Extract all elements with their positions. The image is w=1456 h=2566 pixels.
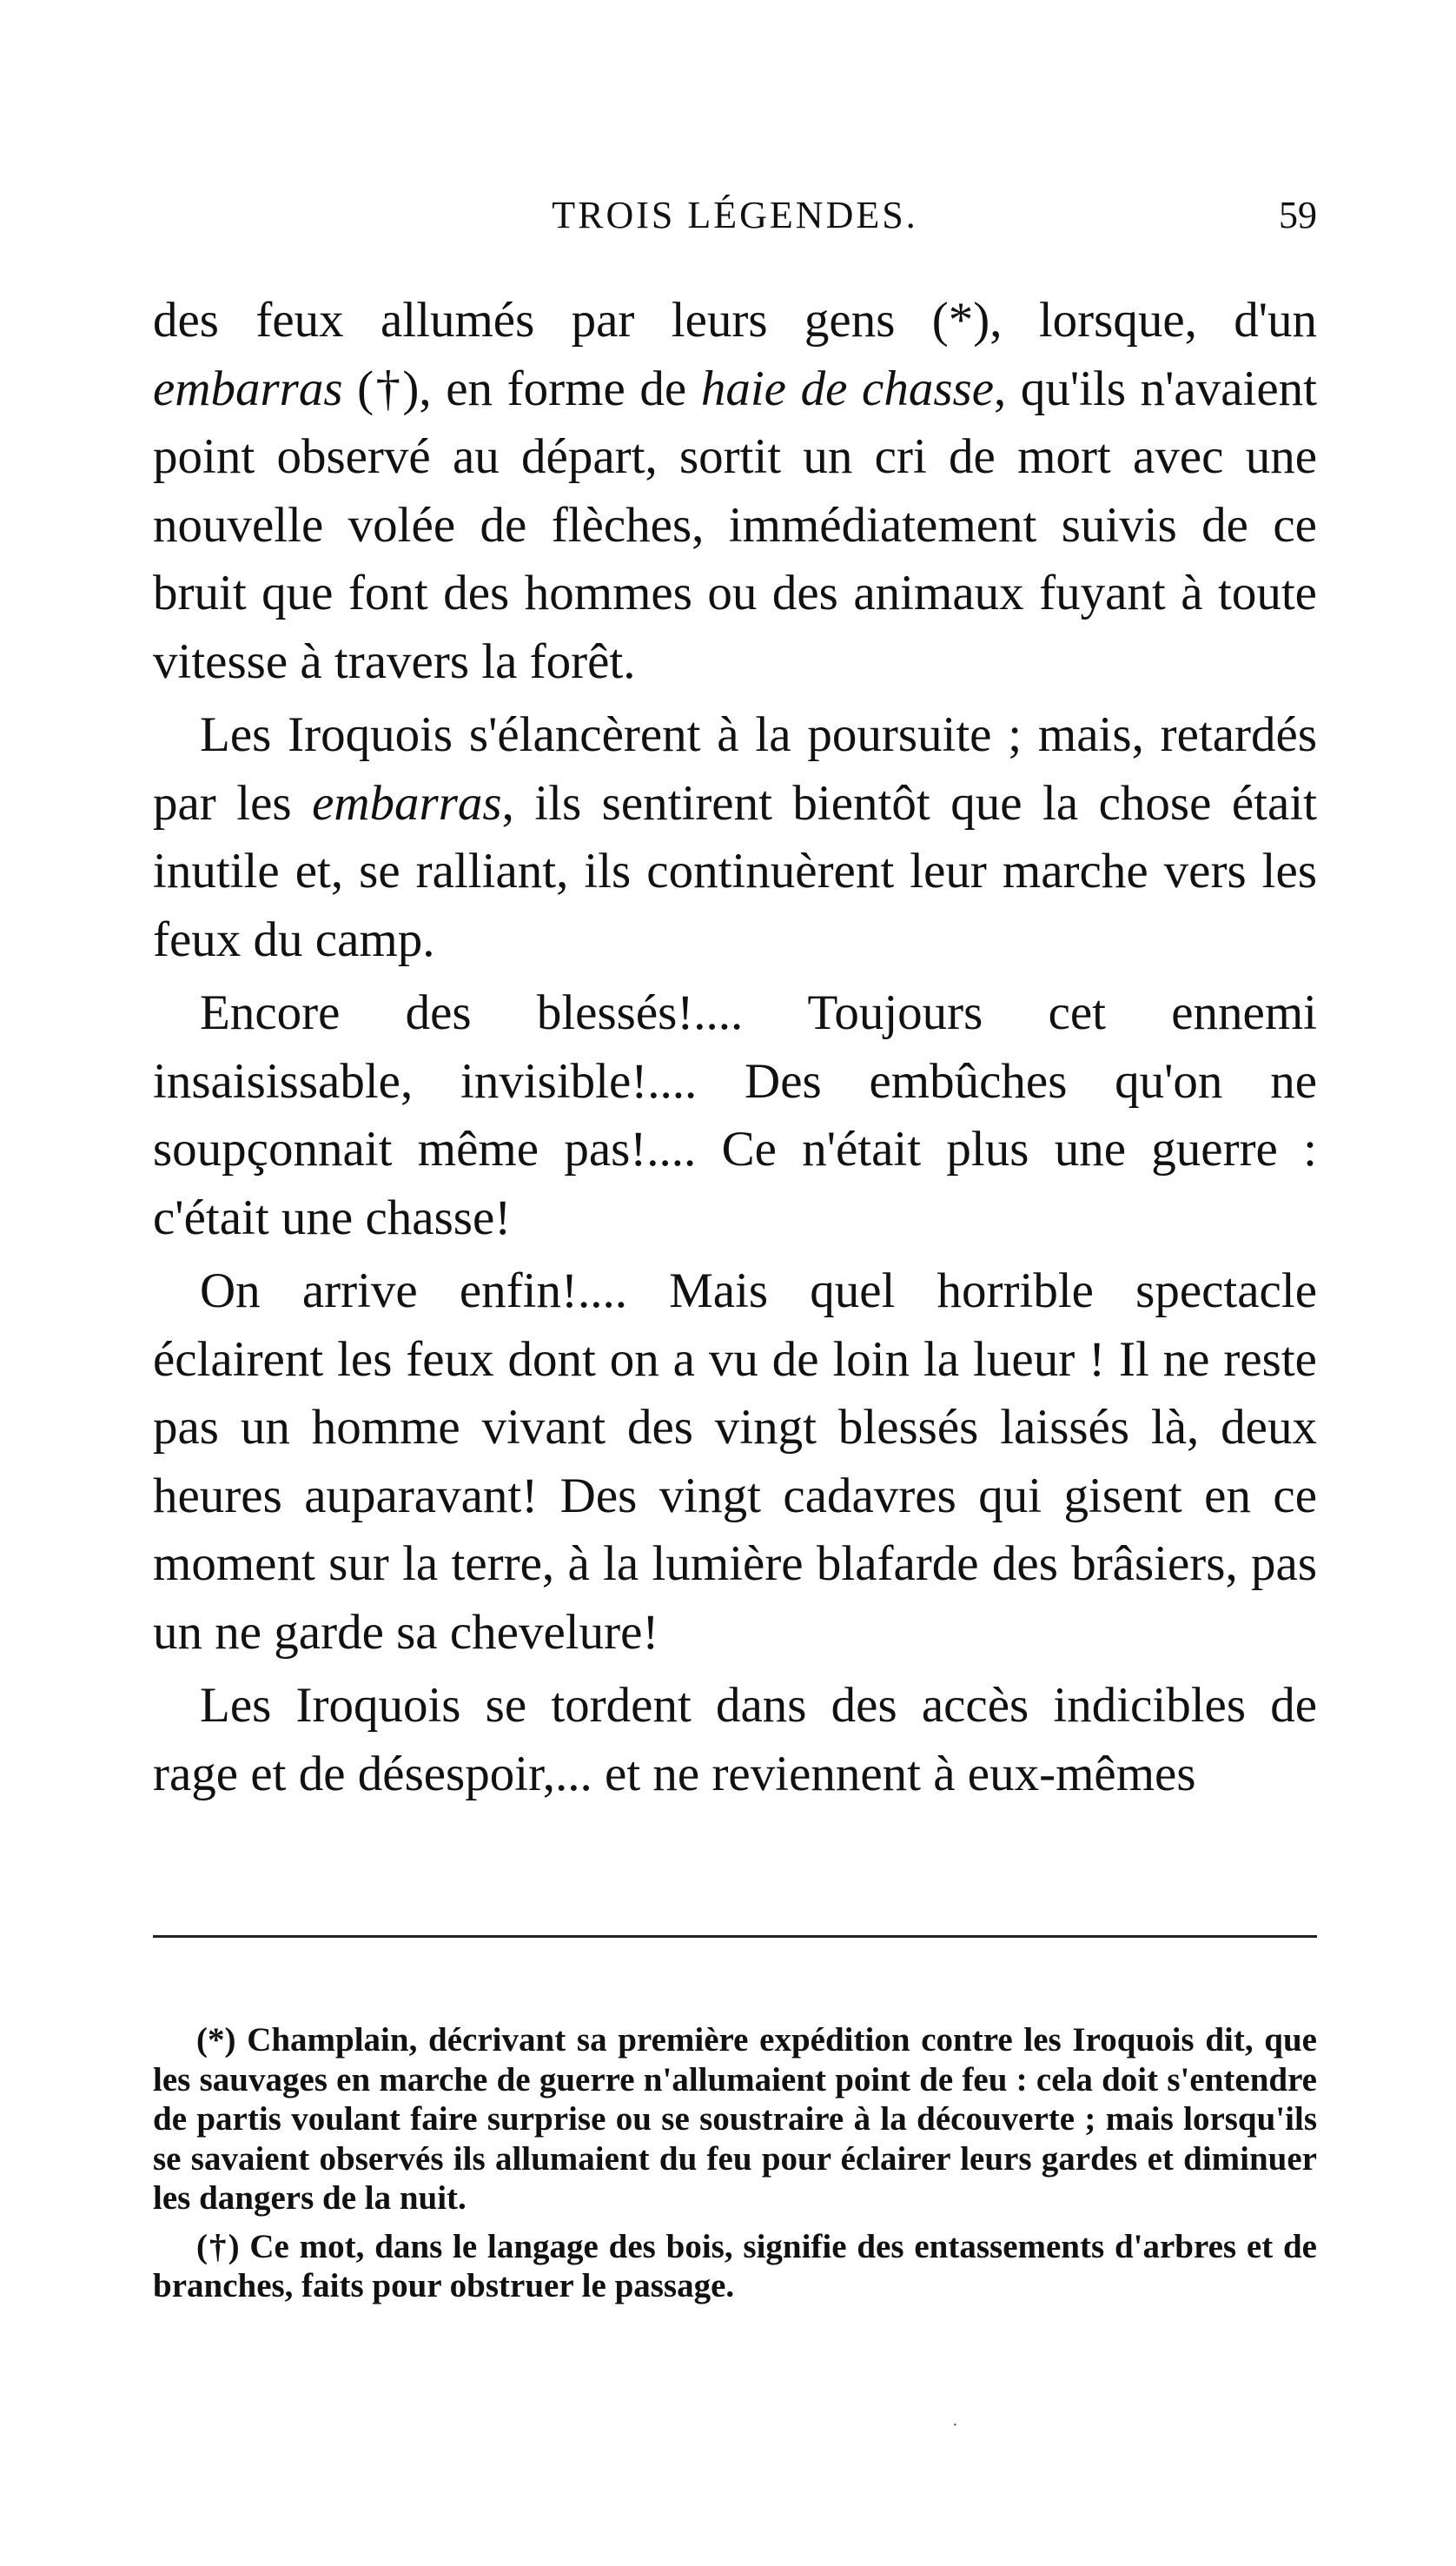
paragraph-1: [153, 287, 1317, 696]
footnotes: [153, 2020, 1317, 2315]
paragraph-2: [153, 701, 1317, 974]
paragraph-3: Encore des blessés!.... Toujours cet ennemi insaisissable, invisible!.... Des embûches qu'on ne soupçonnait même pas!.... Ce n'était plus une guerre : c'était une chasse!: [153, 985, 1317, 1245]
paragraph-5: Les Iroquois se tordent dans des accès indicibles de rage et de désespoir,... et ne reviennent à eux-mêmes: [153, 1678, 1317, 1801]
paragraph-1-text-a: des feux allumés par leurs gens (*), lorsque, d'un: [153, 293, 1317, 348]
print-speck: ·: [952, 2416, 958, 2435]
paragraph-1-italic-embarras: embarras: [153, 361, 343, 416]
paragraph-1-text-b: (†), en forme de: [342, 361, 701, 416]
footnote-asterisk: (*) Champlain, décrivant sa première expédition contre les Iroquois dit, que les sauvages en marche de guerre n'allumaient point de feu : cela doit s'entendre de partis voulant faire surprise ou se soustraire à la découverte ; mais lorsqu'ils se savaient observés ils allumaient du feu pour éclairer leurs gardes et diminuer les dangers de la nuit.: [153, 2021, 1317, 2217]
paragraph-2-text-b: , ils sentirent bientôt que la chose était inutile et, se ralliant, ils continuèrent leur marche vers les feux du camp.: [153, 775, 1317, 967]
paragraph-4: On arrive enfin!.... Mais quel horrible spectacle éclairent les feux dont on a vu de loin la lueur ! Il ne reste pas un homme vivant des vingt blessés laissés là, deux heures auparavant! Des vingt cadavres qui gisent en ce moment sur la terre, à la lumière blafarde des brâsiers, pas un ne garde sa chevelure!: [153, 1263, 1317, 1660]
running-title: TROIS LÉGENDES.: [552, 194, 918, 236]
body-text: [153, 287, 1317, 1808]
footnote-dagger: (†) Ce mot, dans le langage des bois, signifie des entassements d'arbres et de branches, faits pour obstruer le passage.: [153, 2227, 1317, 2304]
paragraph-1-text-c: , qu'ils n'avaient point observé au départ, sortit un cri de mort avec une nouvelle volée de flèches, immédiatement suivis de ce bruit que font des hommes ou des animaux fuyant à toute vitesse à travers la forêt.: [153, 361, 1317, 689]
running-head: [153, 189, 1317, 242]
paragraph-2-text-a: Les Iroquois s'élancèrent à la poursuite ; mais, retardés par les: [153, 707, 1317, 831]
footnote-separator-rule: [153, 1935, 1317, 1938]
paragraph-1-italic-haie-de-chasse: haie de chasse: [700, 361, 995, 416]
paragraph-2-italic-embarras: embarras: [312, 775, 502, 831]
page-number: 59: [1279, 194, 1317, 236]
